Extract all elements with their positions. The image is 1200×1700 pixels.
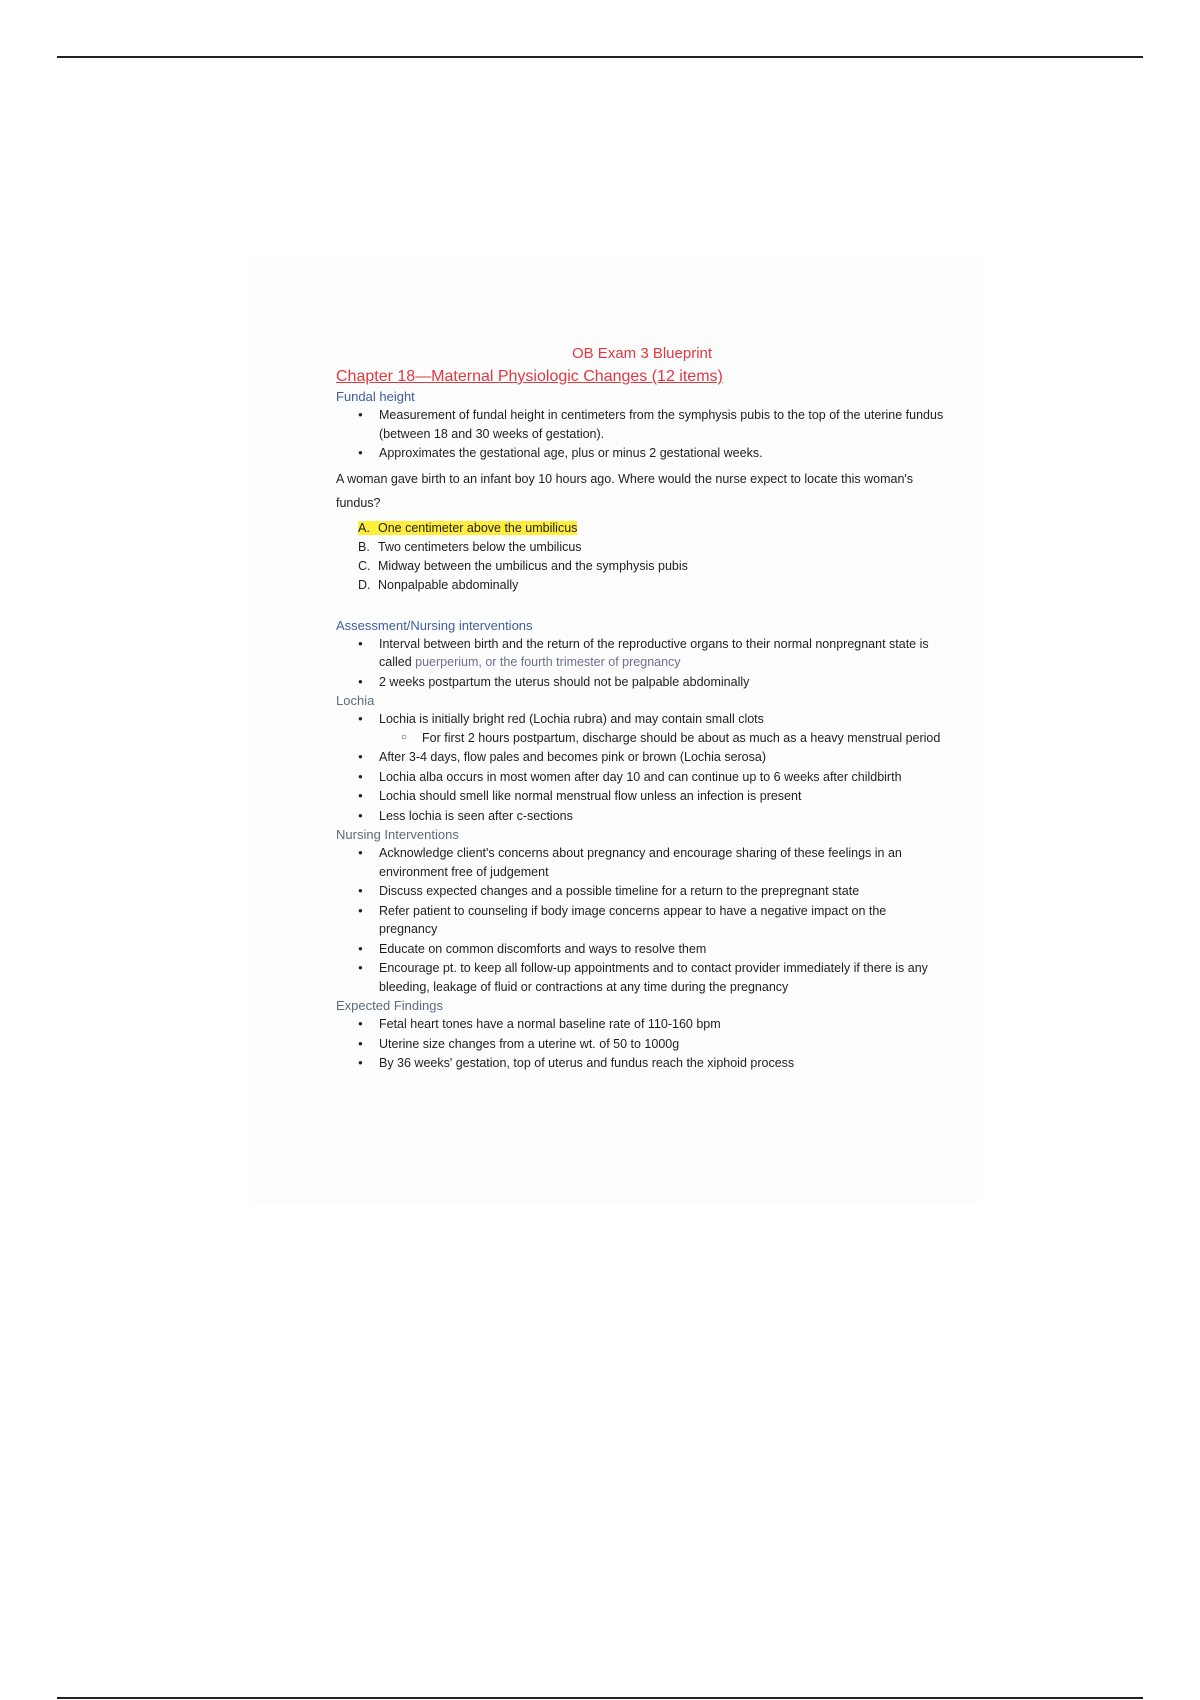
answer-option-c	[358, 557, 948, 576]
answer-letter: C.	[358, 558, 371, 573]
list-item: ● Acknowledge client's concerns about pregnancy and encourage sharing of these feelings in an environment free of judgement	[358, 844, 948, 881]
list-item: ● Encourage pt. to keep all follow-up appointments and to contact provider immediately if there is any bleeding, leakage of fluid or contractions at any time during the pregnancy	[358, 959, 948, 996]
chapter-heading: Chapter 18—Maternal Physiologic Changes (12 items)	[336, 368, 723, 385]
spacer	[336, 595, 948, 617]
fundal-height-list	[336, 406, 948, 463]
answer-letter: A.	[358, 520, 370, 535]
top-rule	[57, 56, 1143, 58]
list-item: ● 2 weeks postpartum the uterus should not be palpable abdominally	[358, 673, 948, 692]
list-item: ● Lochia should smell like normal menstrual flow unless an infection is present	[358, 787, 948, 806]
answer-text: Nonpalpable abdominally	[378, 577, 519, 592]
document-title: OB Exam 3 Blueprint	[571, 345, 713, 362]
list-item	[358, 635, 948, 672]
answer-option-d	[358, 576, 948, 595]
answer-option-b	[358, 538, 948, 557]
expected-findings-heading: Expected Findings	[336, 998, 443, 1013]
list-item: ● After 3-4 days, flow pales and becomes pink or brown (Lochia serosa)	[358, 748, 948, 767]
bottom-rule	[57, 1697, 1143, 1699]
assessment-heading: Assessment/Nursing interventions	[336, 617, 533, 633]
answer-list	[336, 519, 948, 595]
answer-letter: B.	[358, 539, 370, 554]
sub-list-item: ○ For first 2 hours postpartum, discharge should be about as much as a heavy menstrual period	[401, 729, 948, 748]
document-content	[336, 344, 948, 1074]
puerperium-term: puerperium, or the fourth trimester of pregnancy	[415, 655, 681, 669]
fundal-height-heading: Fundal height	[336, 389, 415, 404]
list-item: ● By 36 weeks' gestation, top of uterus and fundus reach the xiphoid process	[358, 1054, 948, 1073]
answer-text: Midway between the umbilicus and the symphysis pubis	[378, 558, 688, 573]
list-item	[358, 710, 948, 747]
list-item: ● Lochia alba occurs in most women after day 10 and can continue up to 6 weeks after childbirth	[358, 768, 948, 787]
list-item: ● Approximates the gestational age, plus or minus 2 gestational weeks.	[358, 444, 948, 463]
expected-findings-list	[336, 1015, 948, 1073]
list-item: ● Measurement of fundal height in centimeters from the symphysis pubis to the top of the uterine fundus (between 18 and 30 weeks of gestation).	[358, 406, 948, 443]
lochia-list	[336, 710, 948, 825]
list-item: ● Refer patient to counseling if body image concerns appear to have a negative impact on the pregnancy	[358, 902, 948, 939]
lochia-text: Lochia is initially bright red (Lochia rubra) and may contain small clots	[379, 712, 764, 726]
answer-text: Two centimeters below the umbilicus	[378, 539, 582, 554]
answer-letter: D.	[358, 577, 371, 592]
question-text: A woman gave birth to an infant boy 10 hours ago. Where would the nurse expect to locate this woman's fundus?	[336, 471, 914, 510]
list-item: ● Educate on common discomforts and ways to resolve them	[358, 940, 948, 959]
nursing-interventions-heading: Nursing Interventions	[336, 827, 459, 842]
assessment-text: Interval between birth and the return of the reproductive organs to their normal nonpregnant state is called	[379, 636, 929, 669]
highlighted-answer	[358, 521, 577, 535]
list-item: ● Less lochia is seen after c-sections	[358, 807, 948, 826]
list-item: ● Discuss expected changes and a possible timeline for a return to the prepregnant state	[358, 882, 948, 901]
answer-text: One centimeter above the umbilicus	[378, 520, 578, 535]
lochia-heading: Lochia	[336, 693, 375, 708]
nursing-interventions-list	[336, 844, 948, 996]
list-item: ● Fetal heart tones have a normal baseline rate of 110-160 bpm	[358, 1015, 948, 1034]
answer-option-a	[358, 519, 948, 538]
lochia-sublist	[379, 729, 948, 748]
assessment-list	[336, 635, 948, 692]
list-item: ● Uterine size changes from a uterine wt. of 50 to 1000g	[358, 1035, 948, 1054]
